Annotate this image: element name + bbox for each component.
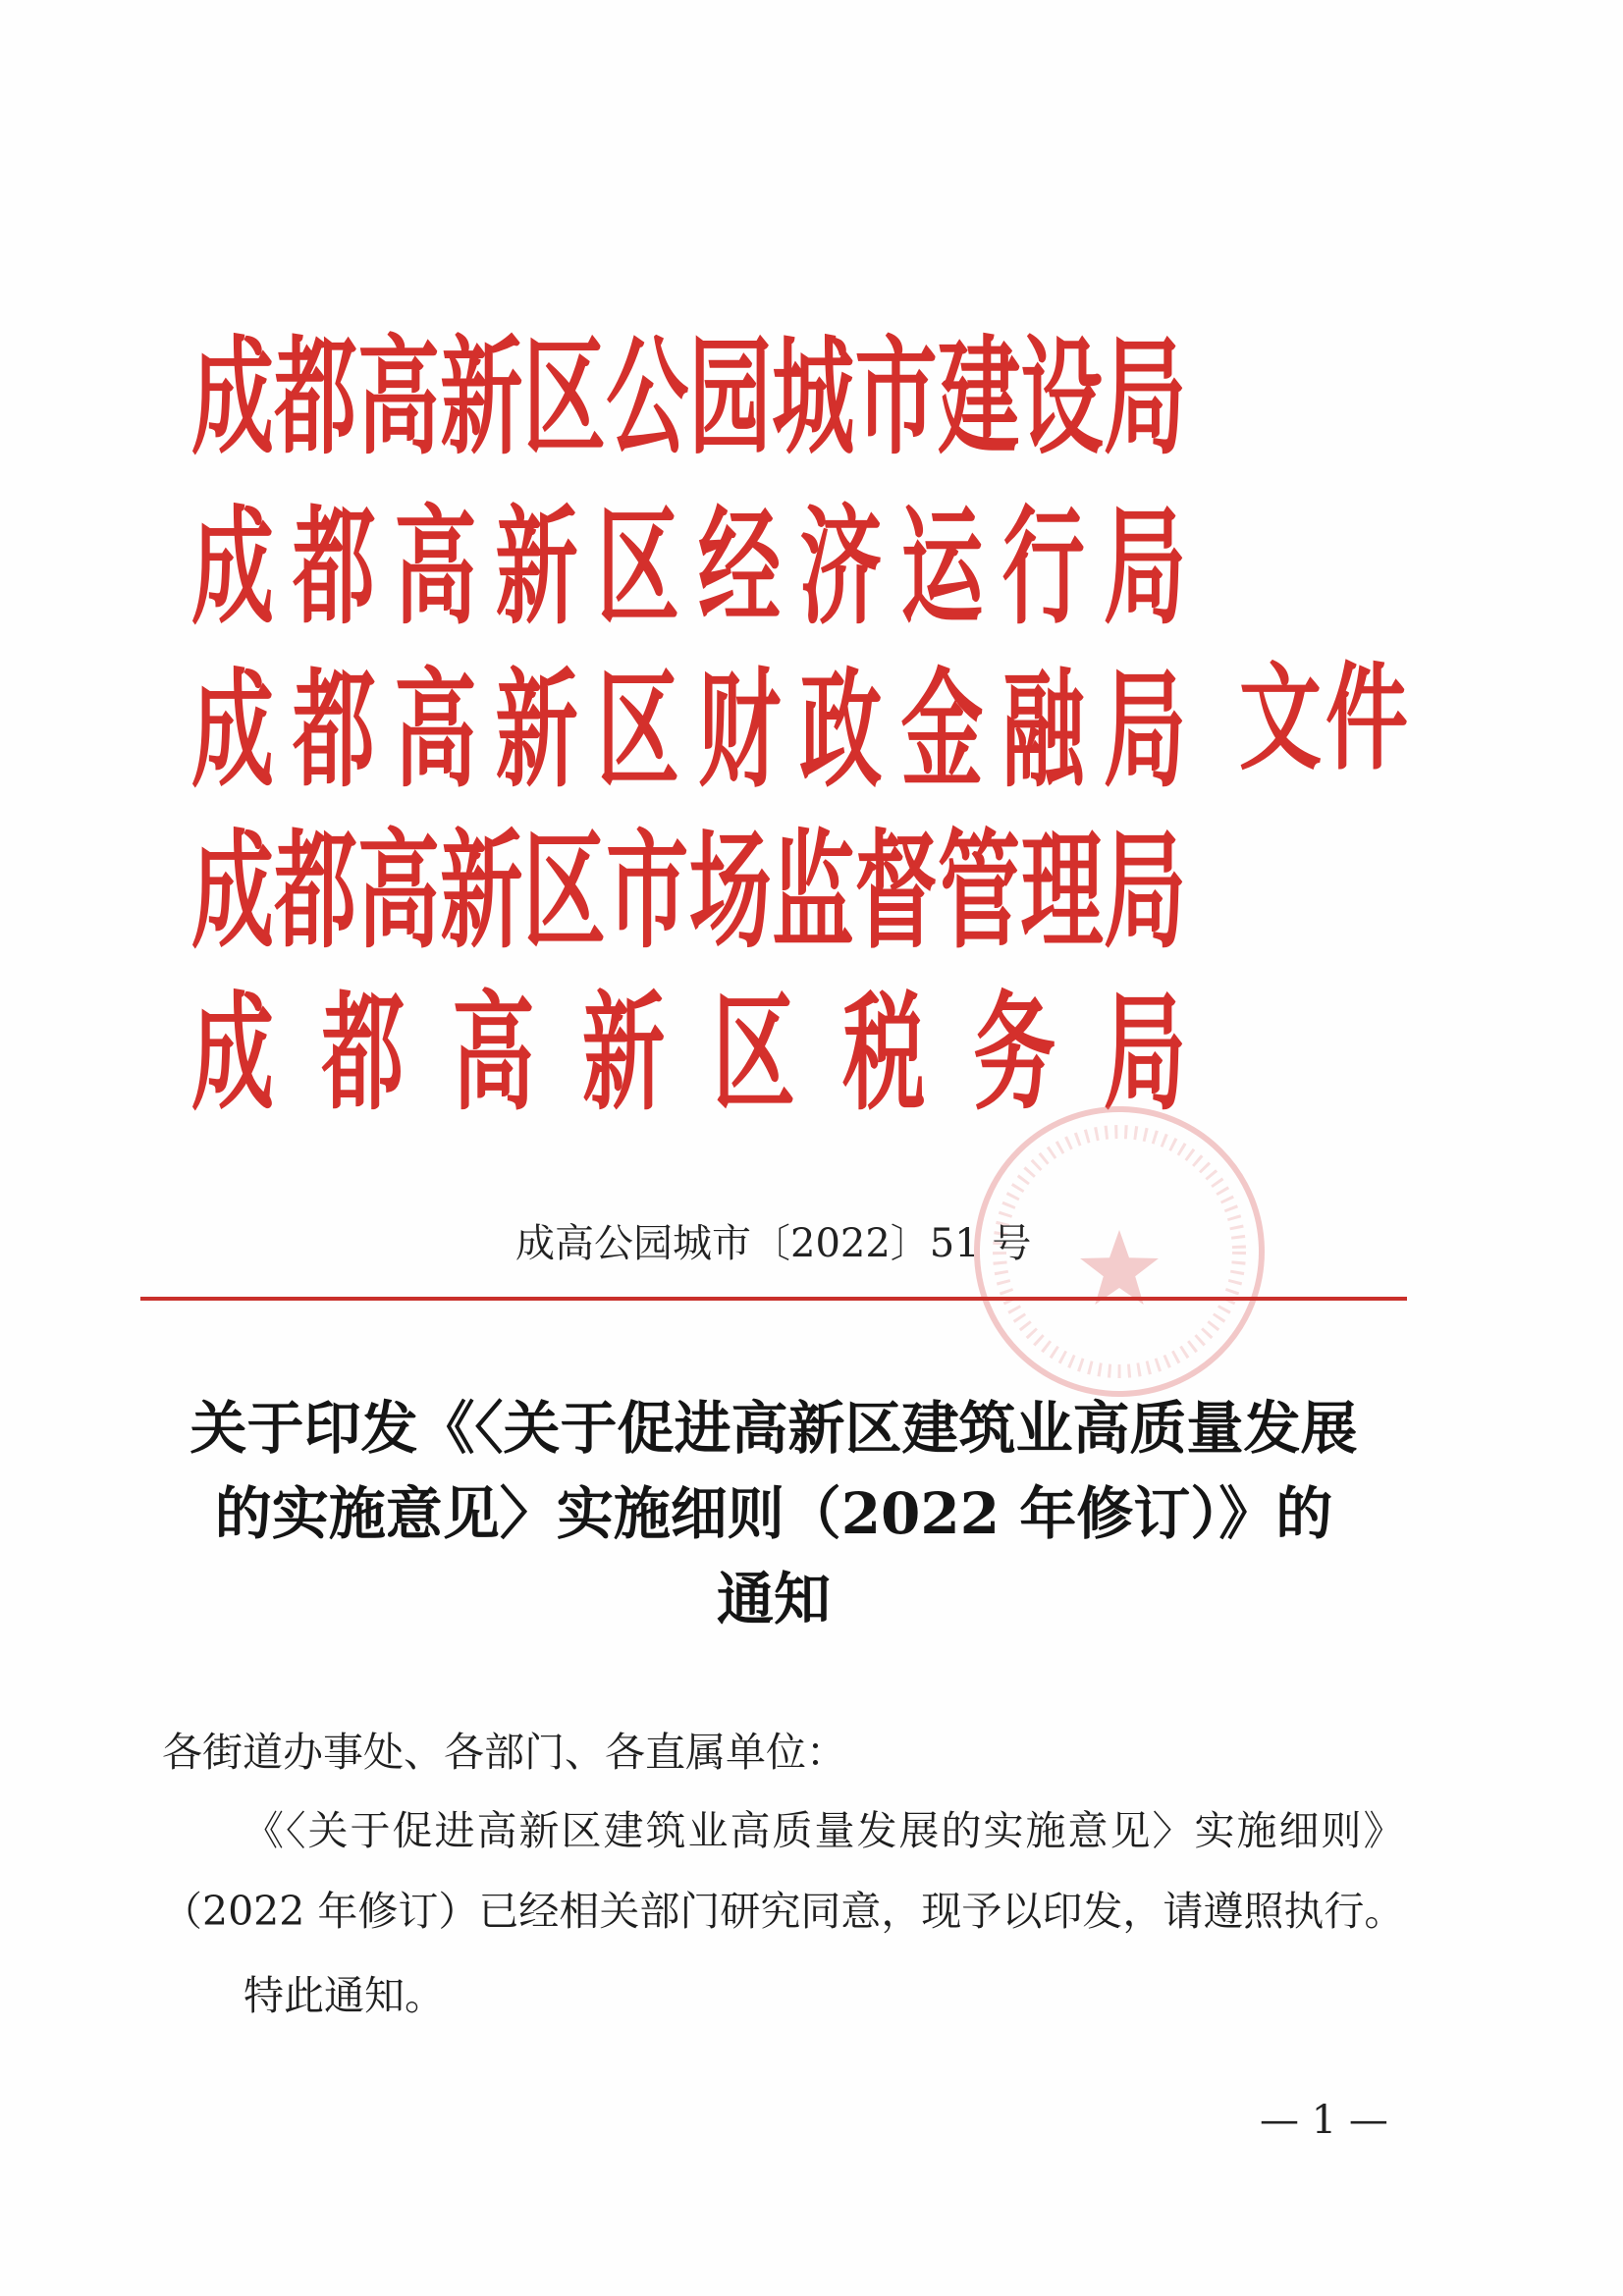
- header-glyph: 区: [596, 491, 679, 642]
- issuer-line-market-supervision: [191, 815, 1186, 966]
- header-glyph: 成: [191, 491, 275, 642]
- header-glyph: 金: [900, 654, 984, 805]
- header-glyph: 城: [772, 321, 855, 472]
- header-glyph: 场: [688, 815, 772, 966]
- header-glyph: 都: [293, 654, 376, 805]
- header-glyph: 市: [606, 815, 689, 966]
- header-glyph: 市: [854, 321, 938, 472]
- header-glyph: 运: [900, 491, 984, 642]
- header-glyph: 园: [688, 321, 772, 472]
- issuer-line-park-city-construction: [191, 321, 1186, 472]
- header-glyph: 局: [1103, 321, 1186, 472]
- header-glyph: 督: [854, 815, 938, 966]
- header-glyph: 新: [582, 977, 666, 1128]
- header-glyph: 财: [698, 654, 782, 805]
- header-glyph: 区: [712, 977, 795, 1128]
- header-glyph: 成: [191, 977, 275, 1128]
- title-line-2: 的实施意见〉实施细则（2022 年修订）》的: [214, 1480, 1333, 1547]
- header-glyph: 新: [440, 321, 523, 472]
- header-glyph: 新: [440, 815, 523, 966]
- header-glyph: 局: [1103, 977, 1186, 1128]
- issuer-line-taxation: [191, 977, 1186, 1128]
- header-glyph: 高: [394, 491, 477, 642]
- header-glyph: 税: [842, 977, 926, 1128]
- header-glyph: 融: [1001, 654, 1085, 805]
- header-glyph: 建: [938, 321, 1021, 472]
- header-glyph: 都: [293, 491, 376, 642]
- header-glyph: 高: [356, 815, 440, 966]
- header-glyph: 高: [356, 321, 440, 472]
- header-glyph: 成: [191, 654, 275, 805]
- header-glyph: 政: [799, 654, 883, 805]
- header-glyph: 都: [274, 321, 357, 472]
- header-glyph: 设: [1020, 321, 1104, 472]
- header-glyph: 局: [1103, 491, 1186, 642]
- header-glyph: 区: [522, 321, 606, 472]
- header-glyph: 成: [191, 321, 275, 472]
- header-glyph: 区: [596, 654, 679, 805]
- header-glyph: 成: [191, 815, 275, 966]
- header-glyph: 都: [274, 815, 357, 966]
- header-glyph: 经: [698, 491, 782, 642]
- header-glyph: 监: [772, 815, 855, 966]
- title-line-1: 关于印发《〈关于促进高新区建筑业高质量发展: [189, 1395, 1358, 1462]
- header-glyph: 理: [1020, 815, 1104, 966]
- header-glyph: 新: [495, 491, 578, 642]
- body-line-2: （2022 年修订）已经相关部门研究同意，现予以印发，请遵照执行。: [162, 1888, 1405, 1935]
- header-glyph: 局: [1103, 815, 1186, 966]
- header-glyph: 济: [799, 491, 883, 642]
- header-glyph: 公: [606, 321, 689, 472]
- body-line-1: 《〈关于促进高新区建筑业高质量发展的实施意见〉实施细则》: [243, 1807, 1406, 1854]
- document-title: [140, 1386, 1407, 1642]
- header-glyph: 文: [1239, 650, 1323, 786]
- issuer-line-economic-operation: [191, 491, 1186, 642]
- header-glyph: 高: [452, 977, 535, 1128]
- issuer-suffix-document: [1239, 650, 1408, 786]
- header-glyph: 新: [495, 654, 578, 805]
- closing-remark: 特此通知。: [243, 1972, 445, 2019]
- red-separator-line: [140, 1297, 1407, 1301]
- issuer-line-finance: [191, 654, 1186, 805]
- header-glyph: 务: [973, 977, 1056, 1128]
- header-glyph: 区: [522, 815, 606, 966]
- header-glyph: 局: [1103, 654, 1186, 805]
- header-glyph: 管: [938, 815, 1021, 966]
- header-glyph: 行: [1001, 491, 1085, 642]
- header-glyph: 高: [394, 654, 477, 805]
- header-glyph: 件: [1325, 650, 1408, 786]
- title-line-3: 通知: [716, 1566, 831, 1632]
- document-number: 成高公园城市〔2022〕51 号: [515, 1221, 1032, 1266]
- header-glyph: 都: [321, 977, 405, 1128]
- salutation: 各街道办事处、各部门、各直属单位：: [162, 1729, 846, 1776]
- page-number: — 1 —: [1260, 2098, 1388, 2143]
